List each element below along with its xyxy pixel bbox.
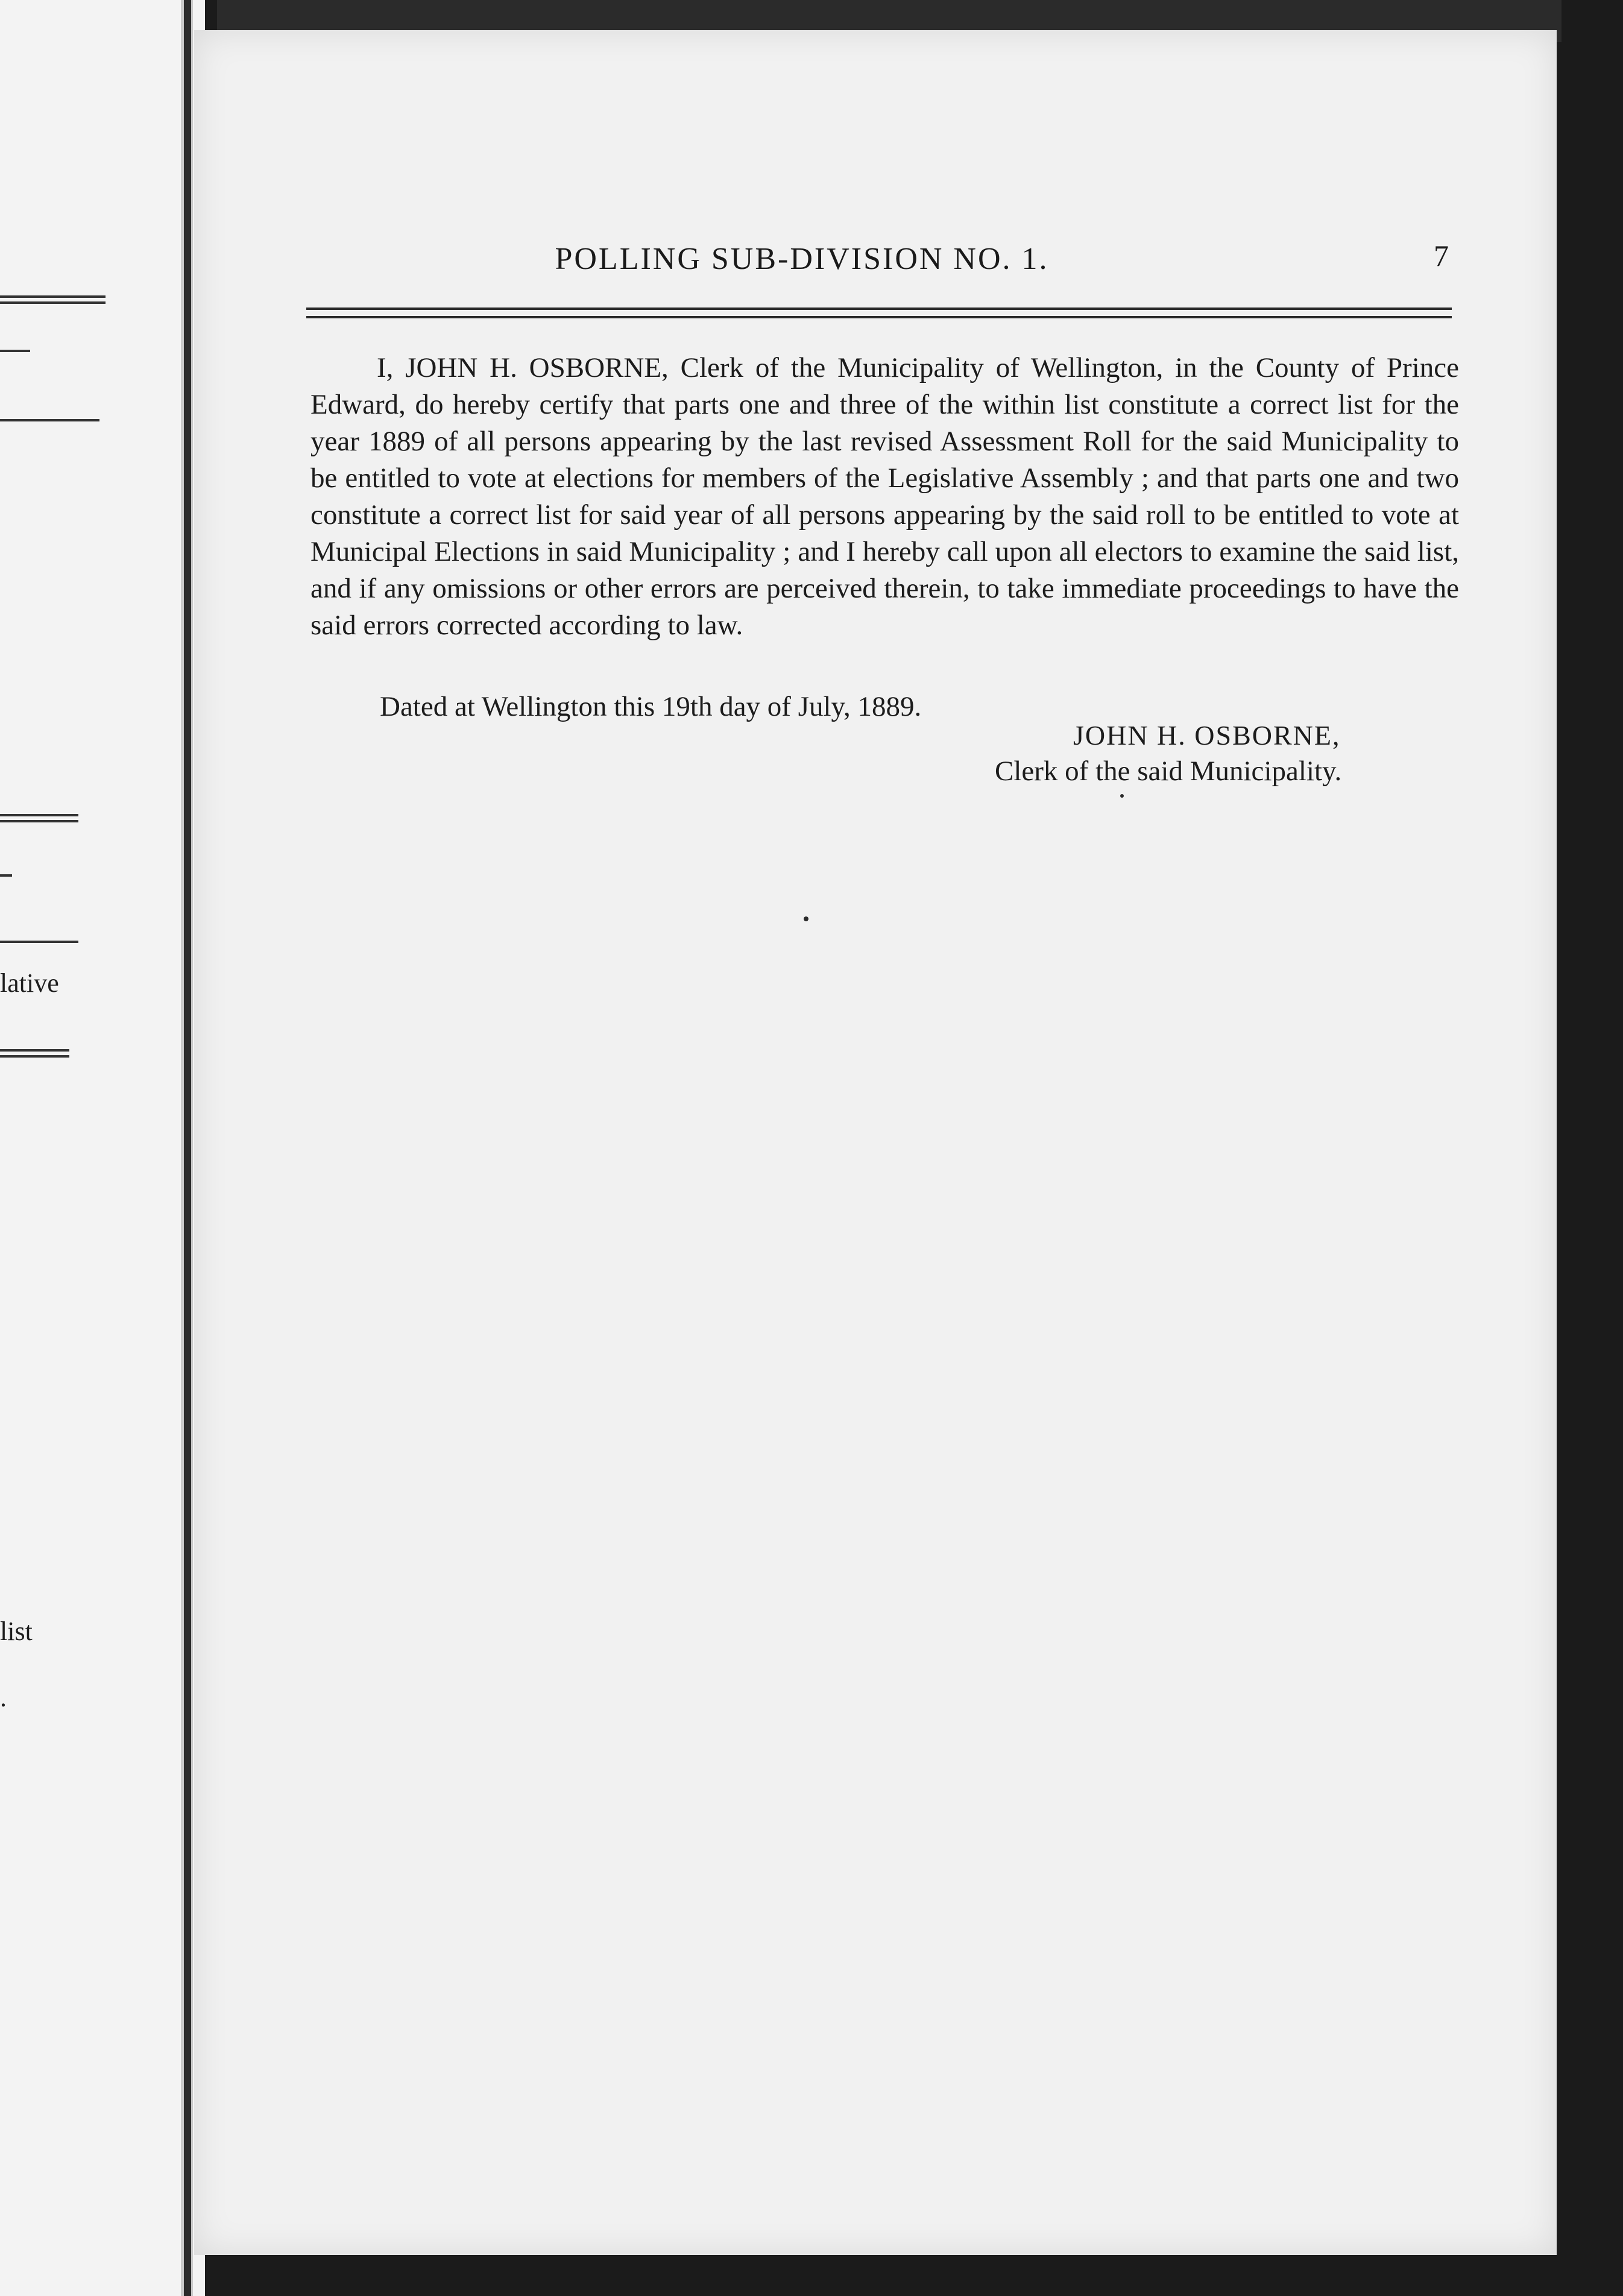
dated-line: Dated at Wellington this 19th day of July, 1889. xyxy=(380,691,922,722)
facing-page-fragment: . xyxy=(0,1683,7,1712)
book-spine xyxy=(184,0,191,2296)
header-rule xyxy=(306,308,1452,318)
facing-page-fragment: list xyxy=(0,1616,33,1646)
facing-page-rule xyxy=(0,814,78,822)
facing-page-rule xyxy=(0,419,99,421)
facing-page-rule xyxy=(0,350,30,352)
page-header: POLLING SUB-DIVISION NO. 1. xyxy=(555,242,1049,276)
facing-page xyxy=(0,0,205,2296)
ink-speck xyxy=(804,916,808,921)
facing-page-fragment: lative xyxy=(0,968,59,998)
ink-speck xyxy=(1120,794,1124,798)
page-number: 7 xyxy=(1434,239,1449,273)
signature-name: JOHN H. OSBORNE, xyxy=(1073,720,1341,751)
facing-page-rule xyxy=(0,941,78,943)
facing-page-rule xyxy=(0,1049,69,1058)
facing-page-rule xyxy=(0,295,106,304)
signature-title: Clerk of the said Municipality. xyxy=(995,755,1342,787)
facing-page-rule xyxy=(0,874,12,877)
certificate-paragraph: I, JOHN H. OSBORNE, Clerk of the Municipality of Wellington, in the County of Prince Edward, do hereby certify that parts one and three of the within list constitute a correct list for the year 1889 of all persons appearing by the last revised Assessment Roll for the said Municipality to be entitled to vote at elections for members of the Legislative Assembly ; and that parts one and two constitute a correct list for said year of all persons appearing by the said roll to be entitled to vote at Municipal Elections in said Municipality ; and I hereby call upon all electors to examine the said list, and if any omissions or other errors are perceived therein, to take immediate proceedings to have the said errors corrected according to law. xyxy=(310,352,1459,641)
